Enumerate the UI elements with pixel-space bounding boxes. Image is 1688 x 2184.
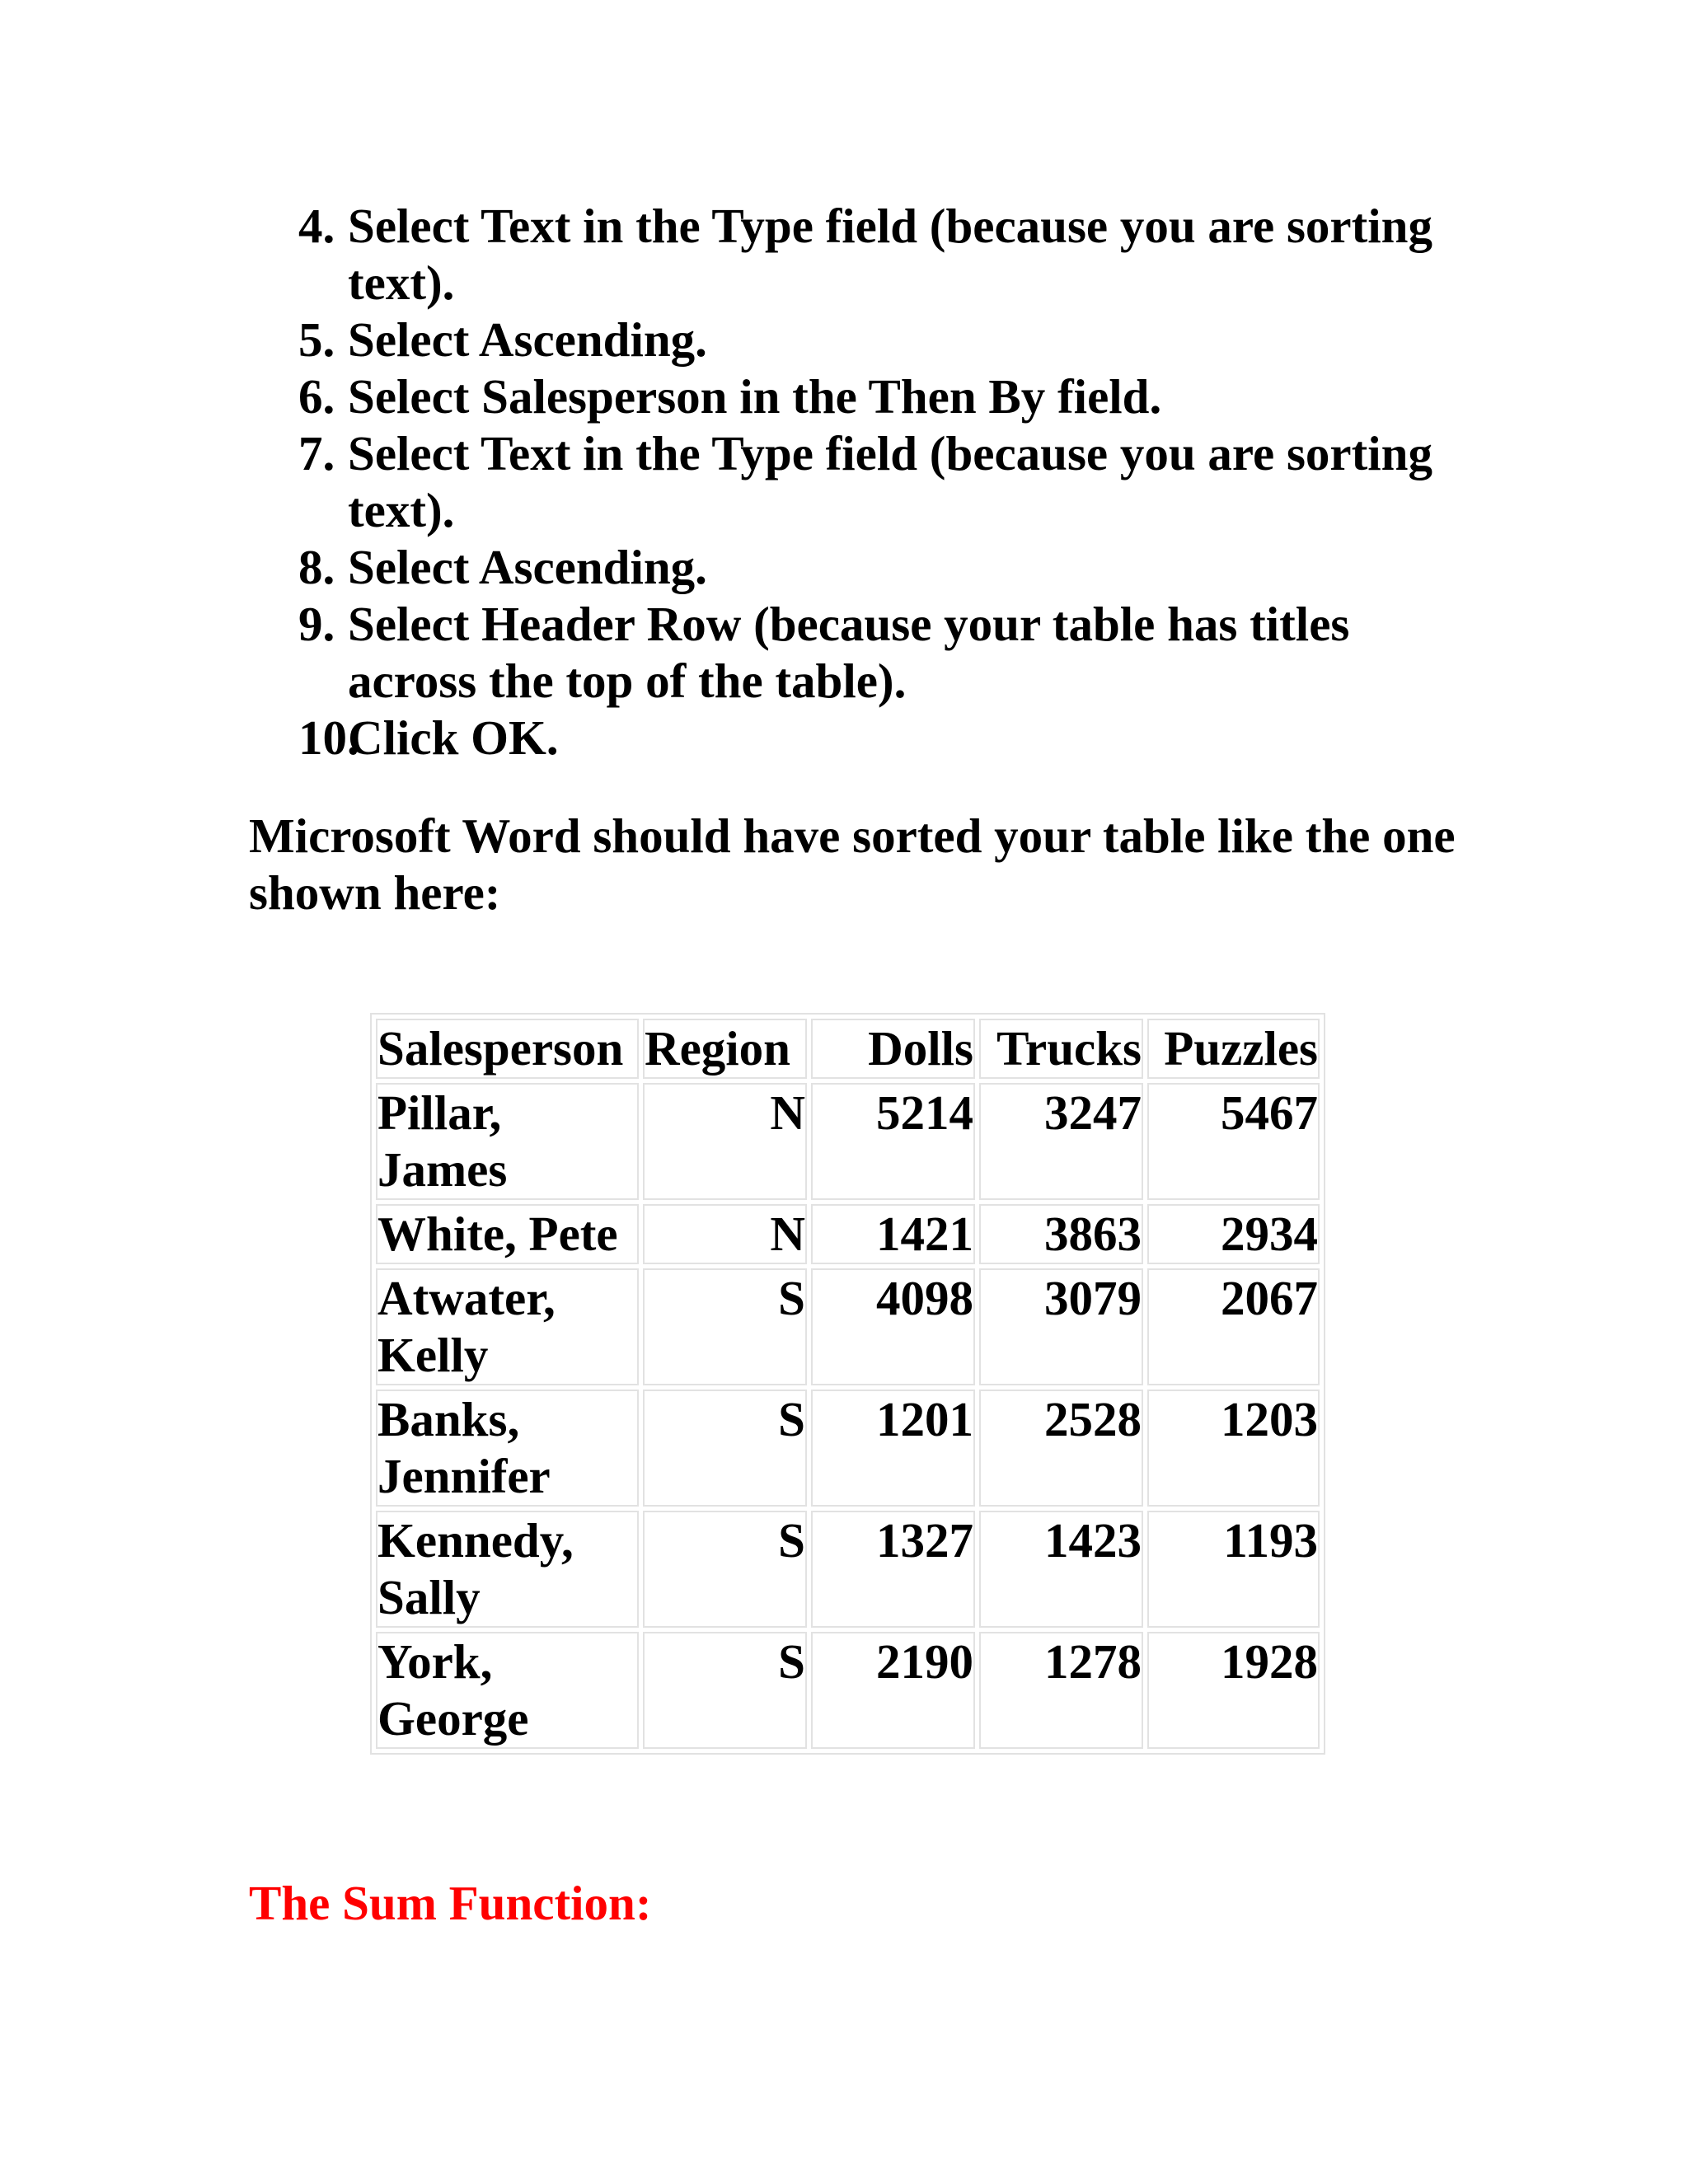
header-puzzles: Puzzles <box>1147 1019 1320 1079</box>
step-text: Select Salesperson in the Then By field. <box>348 369 1162 424</box>
header-trucks: Trucks <box>979 1019 1143 1079</box>
cell-trucks: 1423 <box>979 1511 1143 1628</box>
cell-puzzles: 1203 <box>1147 1390 1320 1507</box>
step-number: 8. <box>298 540 335 594</box>
cell-salesperson: Banks, Jennifer <box>376 1390 639 1507</box>
cell-trucks: 2528 <box>979 1390 1143 1507</box>
step-number: 4. <box>298 199 335 253</box>
table-row <box>376 1511 1320 1628</box>
step-text: Select Ascending. <box>348 540 707 594</box>
cell-region: S <box>643 1390 807 1507</box>
step-item <box>298 425 1452 539</box>
step-item <box>298 539 1452 596</box>
header-dolls: Dolls <box>811 1019 975 1079</box>
section-heading-sum-function: The Sum Function: <box>249 1876 652 1930</box>
table-row <box>376 1390 1320 1507</box>
step-item <box>298 710 1452 766</box>
step-number: 5. <box>298 312 335 367</box>
step-number: 9. <box>298 597 335 651</box>
cell-dolls: 5214 <box>811 1083 975 1200</box>
cell-salesperson: Pillar, James <box>376 1083 639 1200</box>
cell-region: S <box>643 1632 807 1749</box>
cell-region: N <box>643 1204 807 1264</box>
cell-puzzles: 2067 <box>1147 1268 1320 1385</box>
cell-trucks: 3247 <box>979 1083 1143 1200</box>
cell-salesperson: York, George <box>376 1632 639 1749</box>
cell-puzzles: 5467 <box>1147 1083 1320 1200</box>
table-row <box>376 1204 1320 1264</box>
cell-puzzles: 2934 <box>1147 1204 1320 1264</box>
instruction-steps <box>298 198 1452 766</box>
step-item <box>298 312 1452 368</box>
cell-dolls: 1421 <box>811 1204 975 1264</box>
sorted-sales-table <box>370 1013 1325 1755</box>
cell-dolls: 1201 <box>811 1390 975 1507</box>
table-row <box>376 1632 1320 1749</box>
cell-salesperson: White, Pete <box>376 1204 639 1264</box>
cell-trucks: 3079 <box>979 1268 1143 1385</box>
step-text: Click OK. <box>348 710 559 765</box>
table-row <box>376 1268 1320 1385</box>
header-salesperson: Salesperson <box>376 1019 639 1079</box>
cell-trucks: 1278 <box>979 1632 1143 1749</box>
step-number: 7. <box>298 426 335 480</box>
cell-salesperson: Kennedy, Sally <box>376 1511 639 1628</box>
cell-region: S <box>643 1268 807 1385</box>
step-text: Select Text in the Type field (because you are sorting text). <box>348 426 1432 537</box>
cell-puzzles: 1928 <box>1147 1632 1320 1749</box>
step-item <box>298 368 1452 425</box>
step-text: Select Ascending. <box>348 312 707 367</box>
step-number: 6. <box>298 369 335 424</box>
intro-paragraph: Microsoft Word should have sorted your table like the one shown here: <box>249 808 1456 920</box>
step-number: 10. <box>298 710 359 765</box>
cell-region: S <box>643 1511 807 1628</box>
cell-puzzles: 1193 <box>1147 1511 1320 1628</box>
step-text: Select Text in the Type field (because you are sorting text). <box>348 199 1432 310</box>
step-text: Select Header Row (because your table has titles across the top of the table). <box>348 597 1350 708</box>
table-row <box>376 1083 1320 1200</box>
step-item <box>298 596 1452 710</box>
cell-dolls: 2190 <box>811 1632 975 1749</box>
table-header-row <box>376 1019 1320 1079</box>
cell-dolls: 4098 <box>811 1268 975 1385</box>
cell-region: N <box>643 1083 807 1200</box>
cell-salesperson: Atwater, Kelly <box>376 1268 639 1385</box>
step-item <box>298 198 1452 312</box>
header-region: Region <box>643 1019 807 1079</box>
cell-trucks: 3863 <box>979 1204 1143 1264</box>
cell-dolls: 1327 <box>811 1511 975 1628</box>
